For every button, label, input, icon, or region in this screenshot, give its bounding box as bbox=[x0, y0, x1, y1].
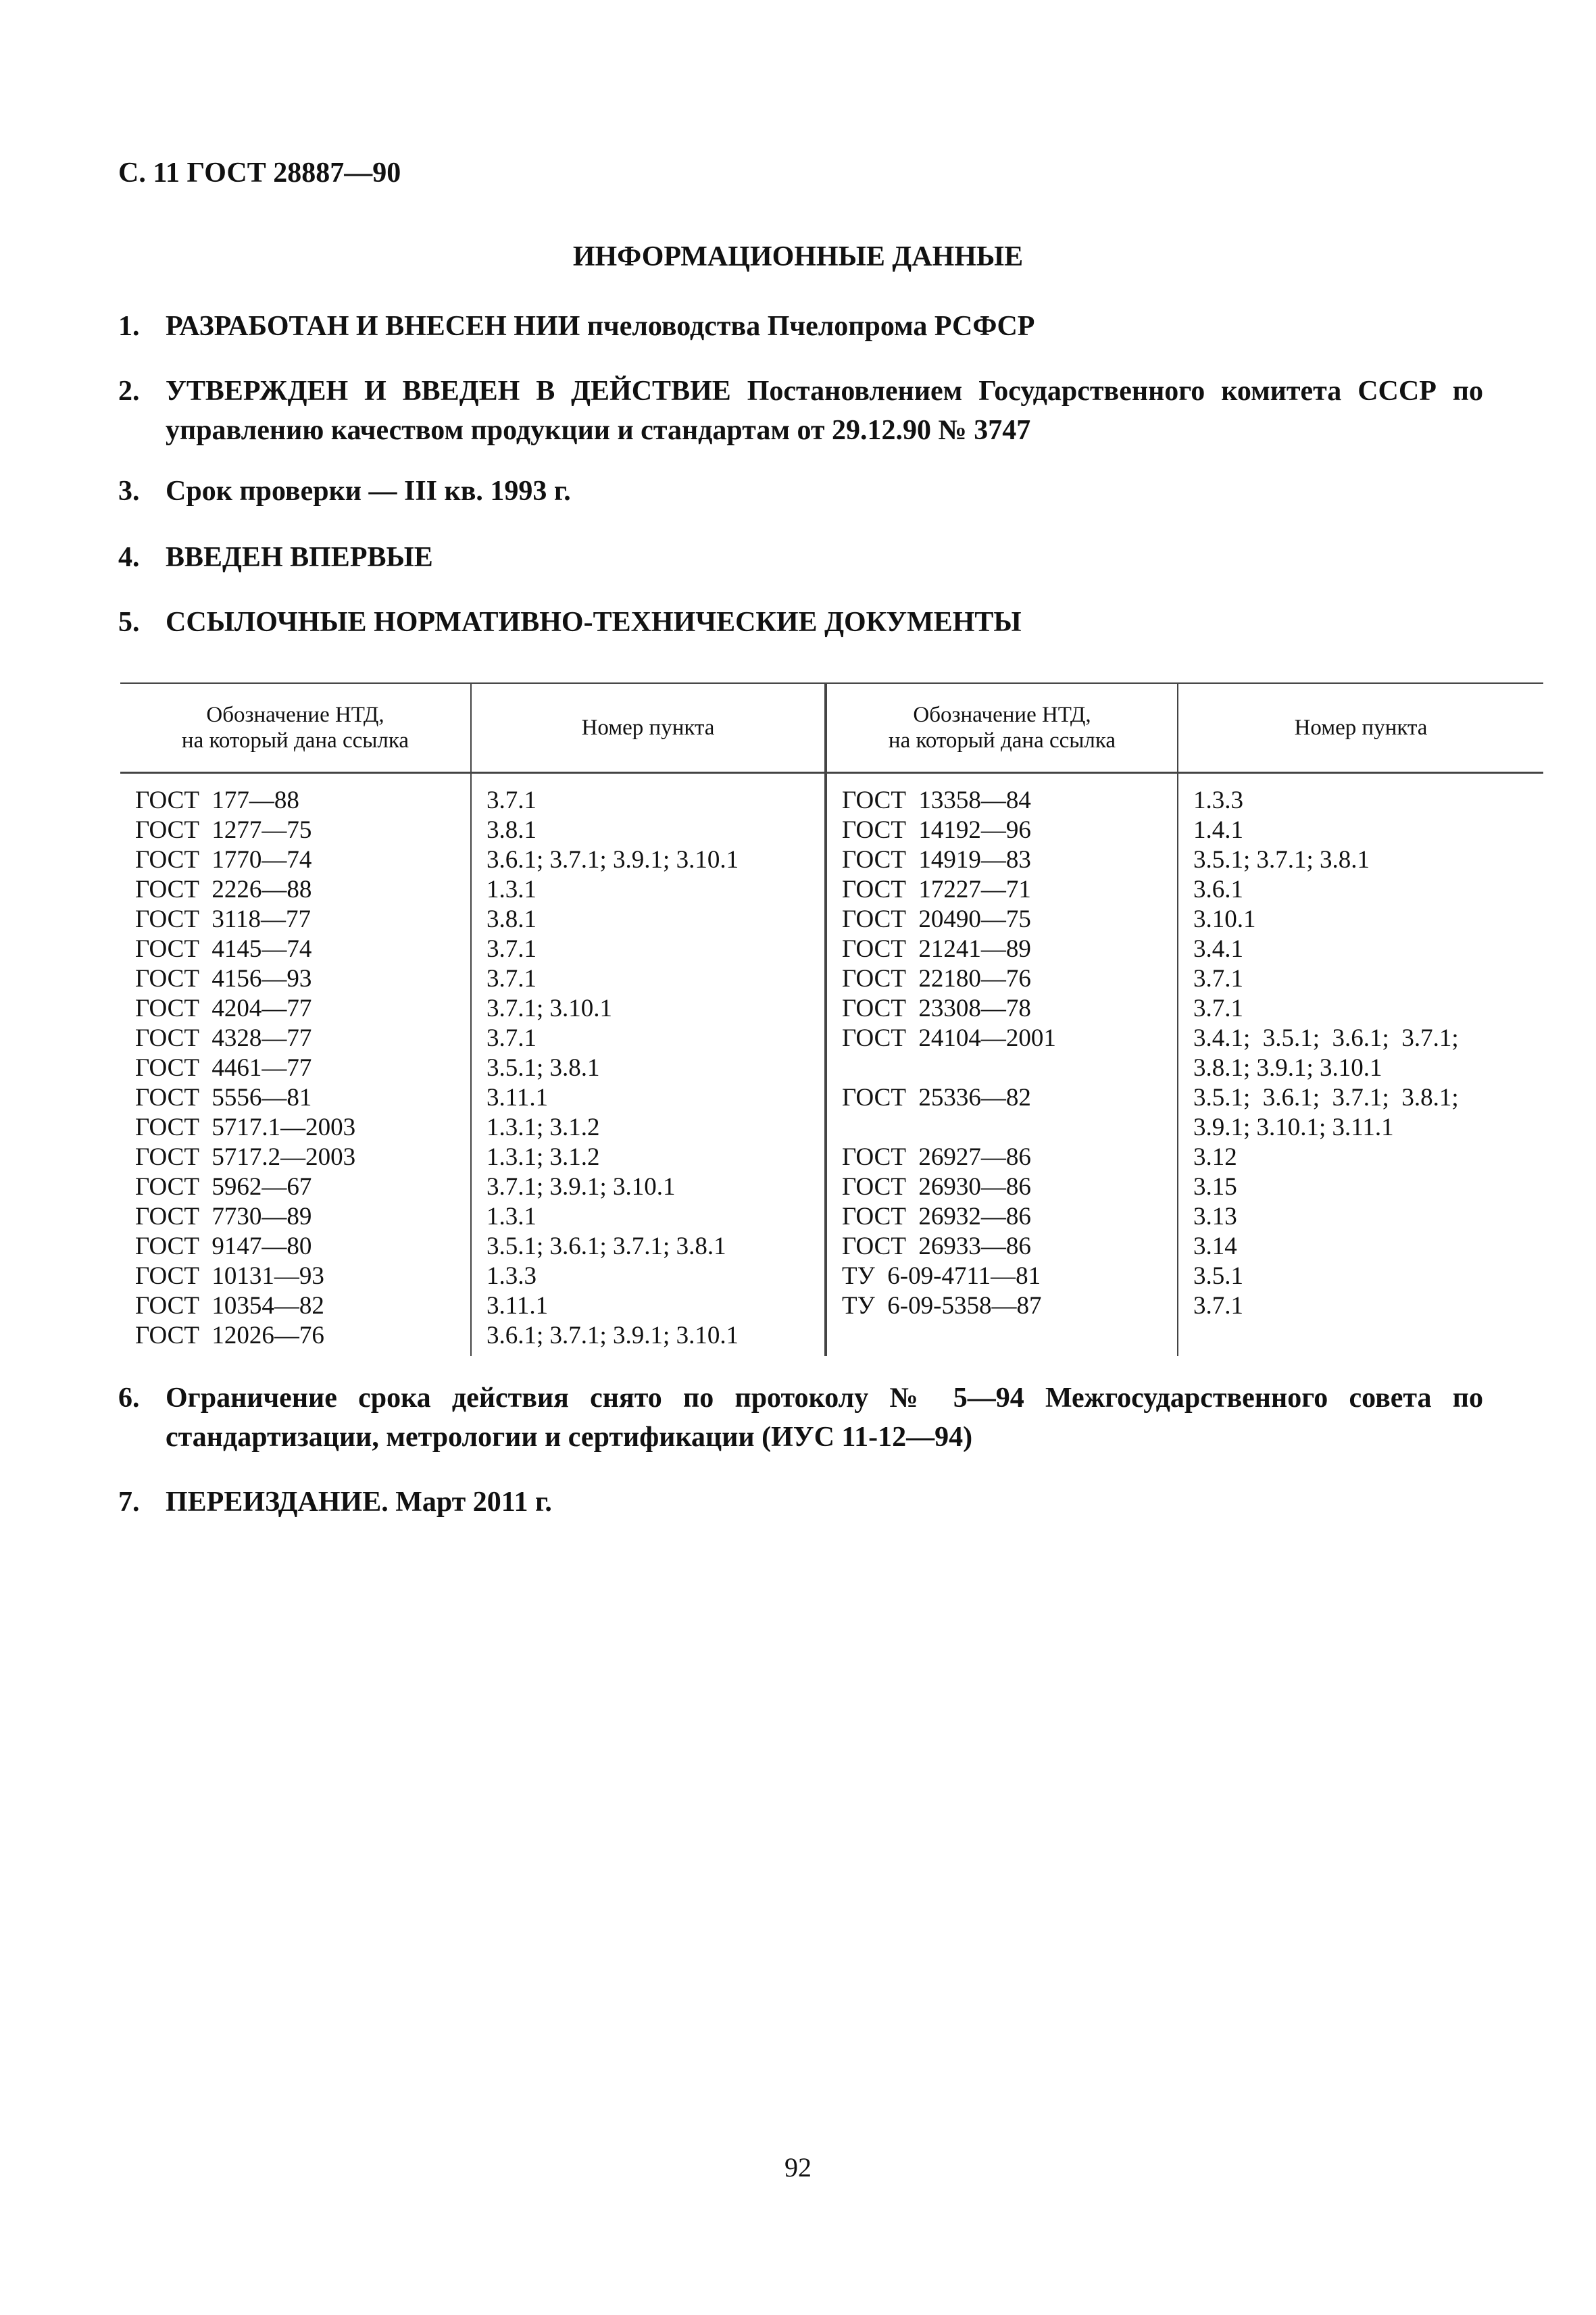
doc-designation: ТУ 6-09-4711—81 bbox=[842, 1262, 1041, 1290]
item-reference: 3.7.1 bbox=[1193, 965, 1243, 993]
doc-designation: ГОСТ 17227—71 bbox=[842, 876, 1031, 903]
info-item-7 bbox=[118, 1483, 1483, 1522]
item-reference: 3.10.1 bbox=[1193, 905, 1256, 933]
doc-designation: ГОСТ 4461—77 bbox=[135, 1054, 312, 1082]
header-text: Обозначение НТД, на который дана ссылка bbox=[888, 703, 1116, 753]
item-reference: 3.5.1; 3.6.1; 3.7.1; 3.8.1; bbox=[1193, 1084, 1459, 1112]
doc-designation: ГОСТ 26927—86 bbox=[842, 1143, 1031, 1171]
item-lead: РАЗРАБОТАН И ВНЕСЕН НИИ bbox=[166, 311, 580, 342]
header-item-number-left bbox=[471, 683, 826, 773]
doc-designation: ГОСТ 25336—82 bbox=[842, 1084, 1031, 1112]
doc-designation: ГОСТ 177—88 bbox=[135, 787, 299, 814]
item-reference: 1.3.1; 3.1.2 bbox=[487, 1143, 600, 1171]
item-reference: 3.5.1; 3.8.1 bbox=[487, 1054, 600, 1082]
item-text: Ограничение срока действия снято по протоколу № 5—94 Межгосударственного совета по стандартизации, метрологии и сертификации (ИУС 11-12—94) bbox=[166, 1383, 1483, 1453]
info-item-1 bbox=[118, 307, 1483, 346]
doc-designation: ГОСТ 10131—93 bbox=[135, 1262, 324, 1290]
item-number: 2. bbox=[118, 376, 140, 407]
item-lead: УТВЕРЖДЕН И ВВЕДЕН В ДЕЙСТВИЕ bbox=[166, 376, 731, 407]
doc-designation: ГОСТ 22180—76 bbox=[842, 965, 1031, 993]
item-reference: 3.7.1; 3.10.1 bbox=[487, 995, 613, 1022]
info-item-2 bbox=[118, 372, 1483, 450]
item-number: 7. bbox=[118, 1487, 140, 1518]
doc-designation: ГОСТ 24104—2001 bbox=[842, 1024, 1056, 1052]
doc-designation bbox=[842, 1113, 1177, 1143]
item-reference: 3.8.1; 3.9.1; 3.10.1 bbox=[1193, 1054, 1382, 1082]
doc-designation: ГОСТ 7730—89 bbox=[135, 1203, 312, 1230]
doc-designation: ГОСТ 26930—86 bbox=[842, 1173, 1031, 1201]
right-points-column bbox=[1178, 773, 1543, 1357]
item-reference: 1.3.1; 3.1.2 bbox=[487, 1114, 600, 1141]
doc-designation: ГОСТ 1277—75 bbox=[135, 816, 312, 844]
doc-designation: ГОСТ 5717.2—2003 bbox=[135, 1143, 356, 1171]
doc-designation: ГОСТ 5717.1—2003 bbox=[135, 1114, 356, 1141]
doc-designation: ГОСТ 26933—86 bbox=[842, 1233, 1031, 1260]
doc-designation: ГОСТ 12026—76 bbox=[135, 1322, 324, 1349]
item-text: Постановлением Государственного комитета СССР по управлению качеством продукции и стандартам от 29.12.90 № 3747 bbox=[166, 376, 1483, 446]
item-reference: 3.8.1 bbox=[487, 905, 537, 933]
header-item-number-right bbox=[1178, 683, 1543, 773]
doc-designation: ГОСТ 9147—80 bbox=[135, 1233, 312, 1260]
doc-designation: ГОСТ 20490—75 bbox=[842, 905, 1031, 933]
item-reference: 3.13 bbox=[1193, 1203, 1237, 1230]
doc-designation: ГОСТ 14192—96 bbox=[842, 816, 1031, 844]
item-reference: 3.6.1; 3.7.1; 3.9.1; 3.10.1 bbox=[487, 1322, 739, 1349]
page-header: С. 11 ГОСТ 28887—90 bbox=[118, 157, 401, 189]
item-text: Срок проверки — III кв. 1993 г. bbox=[166, 476, 571, 507]
item-reference: 3.7.1 bbox=[487, 935, 537, 963]
item-reference: 3.7.1 bbox=[487, 1024, 537, 1052]
item-lead: ПЕРЕИЗДАНИЕ. bbox=[166, 1487, 389, 1518]
doc-designation: ГОСТ 23308—78 bbox=[842, 995, 1031, 1022]
header-text: Номер пункта bbox=[1294, 716, 1428, 740]
info-item-5 bbox=[118, 603, 1483, 642]
item-text: Март 2011 г. bbox=[388, 1487, 552, 1518]
doc-designation: ГОСТ 4204—77 bbox=[135, 995, 312, 1022]
item-reference: 3.7.1 bbox=[487, 787, 537, 814]
item-reference: 3.7.1; 3.9.1; 3.10.1 bbox=[487, 1173, 676, 1201]
doc-designation: ТУ 6-09-5358—87 bbox=[842, 1292, 1042, 1320]
item-reference: 3.4.1 bbox=[1193, 935, 1243, 963]
info-item-3 bbox=[118, 472, 1483, 511]
item-reference: 3.6.1 bbox=[1193, 876, 1243, 903]
doc-designation bbox=[842, 1053, 1177, 1083]
item-number: 3. bbox=[118, 476, 140, 507]
item-reference: 1.3.3 bbox=[1193, 787, 1243, 814]
left-points-column bbox=[471, 773, 826, 1357]
doc-designation: ГОСТ 13358—84 bbox=[842, 787, 1031, 814]
item-reference: 3.14 bbox=[1193, 1233, 1237, 1260]
item-reference: 3.12 bbox=[1193, 1143, 1237, 1171]
document-title: ИНФОРМАЦИОННЫЕ ДАННЫЕ bbox=[572, 241, 1024, 272]
item-text: пчеловодства Пчелопрома РСФСР bbox=[580, 311, 1035, 342]
item-reference: 3.7.1 bbox=[1193, 995, 1243, 1022]
table-header-row bbox=[120, 683, 1543, 773]
header-doc-designation-right bbox=[826, 683, 1178, 773]
item-number: 5. bbox=[118, 607, 140, 638]
info-item-4 bbox=[118, 538, 1483, 577]
header-text: Номер пункта bbox=[581, 716, 715, 740]
header-doc-designation-left bbox=[120, 683, 471, 773]
doc-designation: ГОСТ 3118—77 bbox=[135, 905, 311, 933]
item-reference: 3.6.1; 3.7.1; 3.9.1; 3.10.1 bbox=[487, 846, 739, 874]
reference-documents-table bbox=[120, 682, 1543, 1356]
item-reference: 3.5.1; 3.6.1; 3.7.1; 3.8.1 bbox=[487, 1233, 726, 1260]
right-docs-column bbox=[826, 773, 1178, 1357]
info-item-6 bbox=[118, 1378, 1483, 1457]
doc-designation: ГОСТ 14919—83 bbox=[842, 846, 1031, 874]
item-reference: 3.9.1; 3.10.1; 3.11.1 bbox=[1193, 1114, 1394, 1141]
table-body-row bbox=[120, 773, 1543, 1357]
item-number: 6. bbox=[118, 1383, 140, 1414]
item-lead: ССЫЛОЧНЫЕ НОРМАТИВНО-ТЕХНИЧЕСКИЕ ДОКУМЕНТЫ bbox=[166, 607, 1022, 638]
item-reference: 3.7.1 bbox=[1193, 1292, 1243, 1320]
item-lead: ВВЕДЕН ВПЕРВЫЕ bbox=[166, 542, 433, 573]
item-reference: 3.8.1 bbox=[487, 816, 537, 844]
doc-designation: ГОСТ 4156—93 bbox=[135, 965, 312, 993]
item-reference: 3.15 bbox=[1193, 1173, 1237, 1201]
item-number: 4. bbox=[118, 542, 140, 573]
item-number: 1. bbox=[118, 311, 140, 342]
page-number: 92 bbox=[784, 2152, 812, 2183]
item-reference: 1.4.1 bbox=[1193, 816, 1243, 844]
doc-designation: ГОСТ 5962—67 bbox=[135, 1173, 312, 1201]
header-text: Обозначение НТД, на который дана ссылка bbox=[181, 703, 409, 753]
item-reference: 1.3.1 bbox=[487, 1203, 537, 1230]
item-reference: 3.5.1; 3.7.1; 3.8.1 bbox=[1193, 846, 1370, 874]
item-reference: 1.3.1 bbox=[487, 876, 537, 903]
doc-designation: ГОСТ 4145—74 bbox=[135, 935, 312, 963]
left-docs-column bbox=[120, 773, 471, 1357]
doc-designation: ГОСТ 5556—81 bbox=[135, 1084, 312, 1112]
doc-designation: ГОСТ 10354—82 bbox=[135, 1292, 324, 1320]
doc-designation: ГОСТ 1770—74 bbox=[135, 846, 312, 874]
item-reference: 3.5.1 bbox=[1193, 1262, 1243, 1290]
item-reference: 3.4.1; 3.5.1; 3.6.1; 3.7.1; bbox=[1193, 1024, 1459, 1052]
doc-designation: ГОСТ 21241—89 bbox=[842, 935, 1031, 963]
doc-designation: ГОСТ 4328—77 bbox=[135, 1024, 312, 1052]
item-reference: 3.11.1 bbox=[487, 1292, 549, 1320]
item-reference: 3.7.1 bbox=[487, 965, 537, 993]
doc-designation: ГОСТ 2226—88 bbox=[135, 876, 312, 903]
item-reference: 3.11.1 bbox=[487, 1084, 549, 1112]
item-reference: 1.3.3 bbox=[487, 1262, 537, 1290]
doc-designation: ГОСТ 26932—86 bbox=[842, 1203, 1031, 1230]
